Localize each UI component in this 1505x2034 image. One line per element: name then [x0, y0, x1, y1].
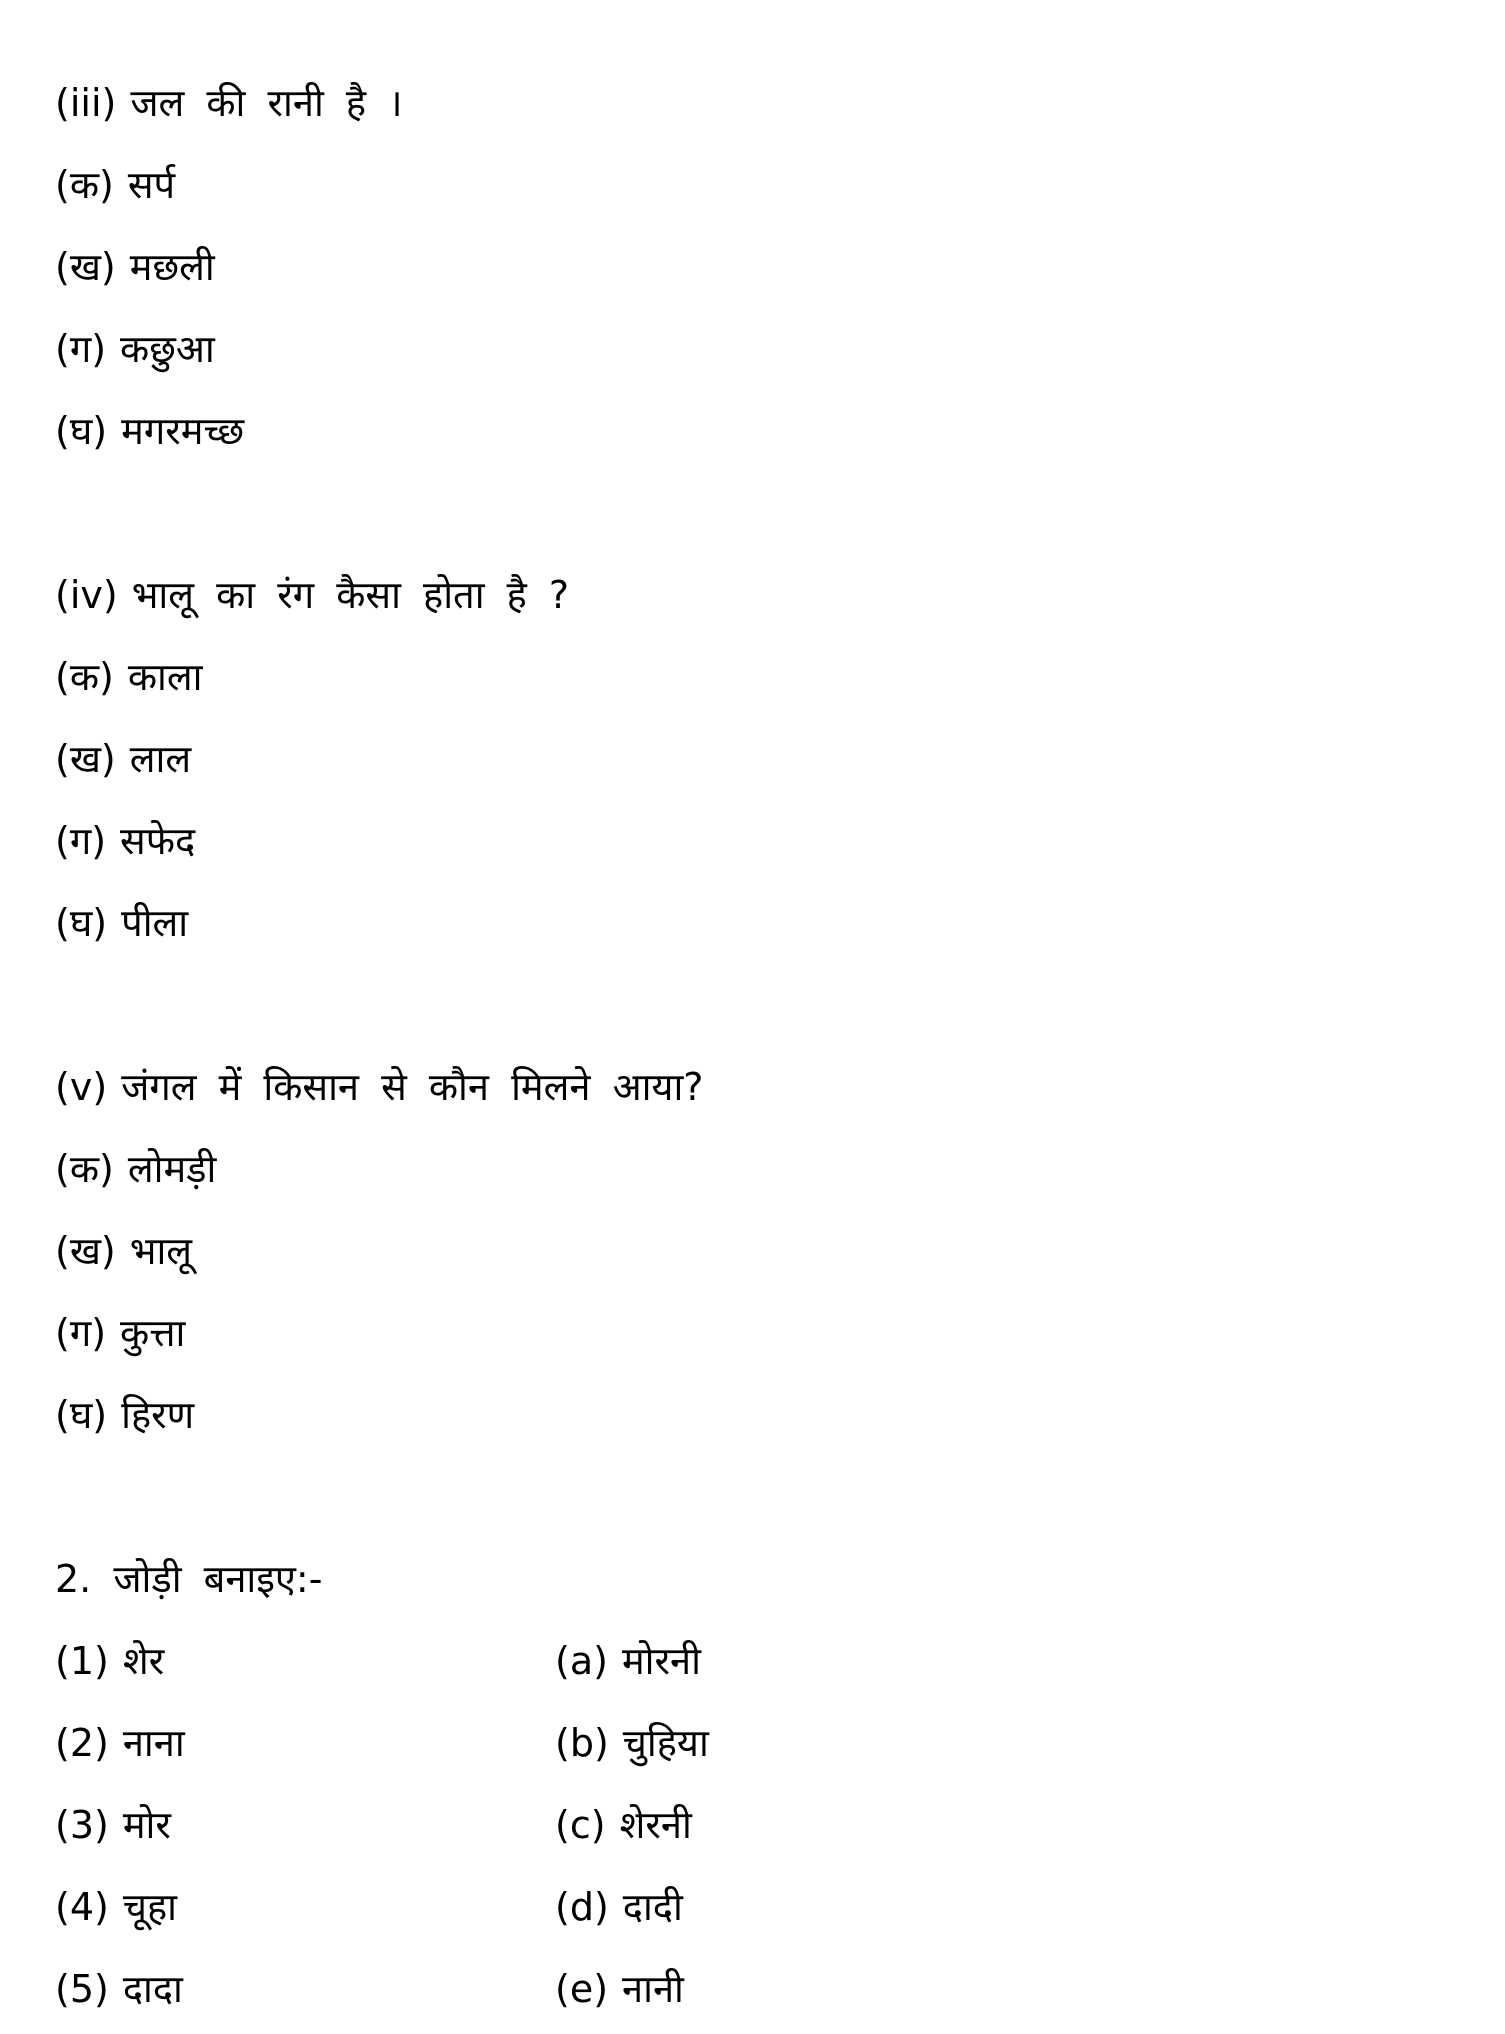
match-label: (a): [555, 1639, 608, 1683]
option-label: (ख): [55, 245, 116, 289]
option-text: सफेद: [120, 819, 196, 863]
option-label: (ग): [55, 327, 107, 371]
option-iii-ga: [55, 324, 215, 374]
match-text: दादा: [122, 1967, 183, 2011]
option-iii-gha: [55, 406, 244, 456]
option-iv-kha: [55, 734, 191, 784]
question-text: जल की रानी है ।: [130, 81, 403, 125]
match-right-b: [555, 1718, 709, 1768]
match-text: मोर: [122, 1803, 171, 1847]
question-iii: [55, 78, 403, 128]
match-label: (d): [555, 1885, 609, 1929]
match-label: (4): [55, 1885, 109, 1929]
option-text: कछुआ: [120, 327, 215, 371]
option-text: मछली: [129, 245, 215, 289]
match-label: (1): [55, 1639, 109, 1683]
option-label: (घ): [55, 1393, 108, 1437]
option-label: (ख): [55, 1229, 116, 1273]
match-label: (2): [55, 1721, 109, 1765]
match-right-d: [555, 1882, 683, 1932]
question-iv: [55, 570, 569, 620]
match-text: शेर: [122, 1639, 165, 1683]
option-v-ga: [55, 1308, 185, 1358]
match-right-c: [555, 1800, 692, 1850]
option-iv-ga: [55, 816, 195, 866]
option-text: काला: [127, 655, 203, 699]
option-text: भालू: [129, 1229, 193, 1273]
match-text: शेरनी: [619, 1803, 692, 1847]
question-v: [55, 1062, 703, 1112]
option-label: (क): [55, 1147, 114, 1191]
match-title: 2. जोड़ी बनाइए:-: [55, 1557, 323, 1601]
match-text: चूहा: [122, 1885, 177, 1929]
option-label: (क): [55, 655, 114, 699]
match-text: नानी: [622, 1967, 684, 2011]
option-iii-ka: [55, 160, 175, 210]
option-label: (क): [55, 163, 114, 207]
option-text: लोमड़ी: [127, 1147, 217, 1191]
option-label: (घ): [55, 901, 108, 945]
option-text: लाल: [129, 737, 192, 781]
match-left-3: [55, 1800, 171, 1850]
question-text: भालू का रंग कैसा होता है ?: [131, 573, 570, 617]
option-iii-kha: [55, 242, 215, 292]
question-number: (v): [55, 1065, 108, 1109]
option-v-kha: [55, 1226, 192, 1276]
match-left-1: [55, 1636, 164, 1686]
question-number: (iii): [55, 81, 117, 125]
option-label: (ग): [55, 1311, 107, 1355]
match-text: मोरनी: [621, 1639, 701, 1683]
match-right-e: [555, 1964, 684, 2014]
option-text: कुत्ता: [120, 1311, 186, 1355]
option-text: हिरण: [121, 1393, 195, 1437]
match-right-a: [555, 1636, 701, 1686]
match-label: (5): [55, 1967, 109, 2011]
match-text: दादी: [622, 1885, 683, 1929]
match-left-4: [55, 1882, 177, 1932]
match-label: (c): [555, 1803, 606, 1847]
match-text: नाना: [122, 1721, 185, 1765]
match-label: (3): [55, 1803, 109, 1847]
match-left-5: [55, 1964, 183, 2014]
match-text: चुहिया: [622, 1721, 709, 1765]
option-label: (ख): [55, 737, 116, 781]
option-text: मगरमच्छ: [121, 409, 245, 453]
option-v-gha: [55, 1390, 194, 1440]
option-iv-gha: [55, 898, 188, 948]
match-label: (e): [555, 1967, 609, 2011]
option-label: (ग): [55, 819, 107, 863]
option-iv-ka: [55, 652, 202, 702]
option-v-ka: [55, 1144, 216, 1194]
question-text: जंगल में किसान से कौन मिलने आया?: [121, 1065, 704, 1109]
match-label: (b): [555, 1721, 609, 1765]
match-left-2: [55, 1718, 185, 1768]
option-text: पीला: [121, 901, 189, 945]
question-number: (iv): [55, 573, 118, 617]
option-text: सर्प: [127, 163, 176, 207]
option-label: (घ): [55, 409, 108, 453]
